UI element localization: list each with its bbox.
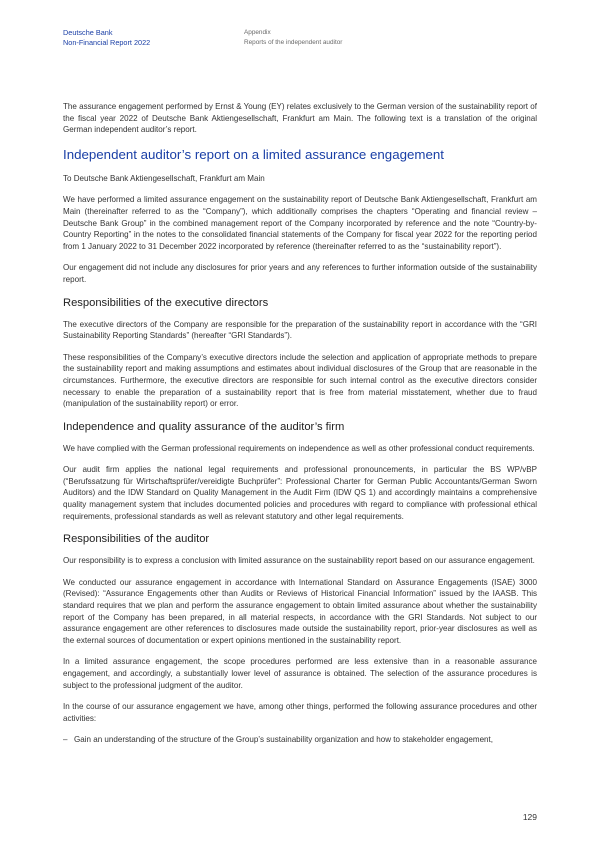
section-paragraph: These responsibilities of the Company’s executive directors include the selection and application of appropriate methods to prepare the sustainability report and making assumptions and estimates about individual disclosures of the Group that are reasonable in the circumstances. Furthermore, the executive directors are responsible for such internal control as the executive directors consider necessary to enable the preparation of a sustainability report that is free from material misstatement, whether due to fraud (manipulation of the sustainability report) or error. [63, 352, 537, 409]
header-brand-block [63, 28, 150, 48]
section-heading: Independence and quality assurance of the auditor’s firm [63, 420, 345, 433]
section-heading: Responsibilities of the auditor [63, 533, 210, 546]
section-paragraph: We conducted our assurance engagement in accordance with International Standard on Assurance Engagements (ISAE) 3000 (Revised): “Assurance Engagements other than Audits or Reviews of Historical Financial Information” issued by the IAASB. This standard requires that we plan and perform the assurance engagement to obtain limited assurance about whether the sustainability report of the Company has been prepared, in all material respects, in accordance with the GRI Standards. Not subject to our assurance engagement are other references to disclosures made outside the sustainability report, prior-year disclosures as well as the external sources of documentation or expert opinions mentioned in the sustainability report. [63, 577, 537, 645]
section-paragraph: Our responsibility is to express a conclusion with limited assurance on the sustainability report based on our assurance engagement. [63, 556, 535, 566]
page-content [63, 101, 537, 746]
section-heading: Responsibilities of the executive directors [63, 296, 269, 309]
section-paragraph: In the course of our assurance engagement we have, among other things, performed the following assurance procedures and other activities: [63, 702, 537, 723]
opening-paragraph: Our engagement did not include any disclosures for prior years and any references to further information outside of the sustainability report. [63, 263, 537, 284]
list-item [63, 734, 537, 746]
opening-paragraph: We have performed a limited assurance engagement on the sustainability report of Deutsche Bank Aktiengesellschaft, Frankfurt am Main (thereinafter referred to as the “Company”), which additionally comprises the chapters “Operating and financial review – Deutsche Bank Group” in the combined management report of the Company incorporated by reference and the note “Country-by-Country Reporting” in the notes to the consolidated financial statements of the Company for fiscal year 2022 for the reporting period from 1 January 2022 to 31 December 2022 incorporated by reference (thereinafter referred to as the “sustainability report”). [63, 195, 537, 251]
header-brand: Deutsche Bank [63, 28, 113, 37]
header-report-title: Non-Financial Report 2022 [63, 38, 151, 47]
header-subsection: Reports of the independent auditor [244, 39, 343, 46]
section-paragraph: We have complied with the German professional requirements on independence as well as other professional conduct requirements. [63, 443, 535, 453]
intro-paragraph: The assurance engagement performed by Ernst & Young (EY) relates exclusively to the German version of the sustainability report of the fiscal year 2022 of Deutsche Bank Aktiengesellschaft, Frankfurt am Main. The following text is a translation of the original German independent auditor’s report. [63, 102, 537, 135]
header-section: Appendix [244, 29, 271, 36]
page-number: 129 [522, 812, 537, 822]
section-paragraph: Our audit firm applies the national legal requirements and professional pronouncements, in particular the BS WP/vBP (“Berufssatzung für Wirtschaftsprüfer/vereidigte Buchprüfer”: Professional Charter for German Public Accountants/German Sworn Auditors) and the IDW Standard on Quality Management in the Audit Firm (IDW QS 1) and accordingly maintains a comprehensive quality management system that includes documented policies and procedures with regard to compliance with professional ethical requirements, professional standards as well as relevant statutory and other legal requirements. [63, 465, 537, 521]
list-item-text: Gain an understanding of the structure of the Group’s sustainability organization and how to stakeholder engagement, [74, 735, 494, 745]
bullet-dash: – [63, 735, 68, 745]
addressee: To Deutsche Bank Aktiengesellschaft, Frankfurt am Main [63, 173, 265, 183]
header-section-block [244, 28, 342, 48]
page-title: Independent auditor’s report on a limited assurance engagement [63, 146, 444, 162]
section-paragraph: In a limited assurance engagement, the scope procedures performed are less extensive than in a reasonable assurance engagement, and accordingly, a substantially lower level of assurance is obtained. The selection of the assurance procedures is subject to the professional judgment of the auditor. [63, 657, 537, 690]
section-paragraph: The executive directors of the Company are responsible for the preparation of the sustainability report in accordance with the “GRI Sustainability Reporting Standards” (hereafter “GRI Standards”). [63, 319, 537, 341]
